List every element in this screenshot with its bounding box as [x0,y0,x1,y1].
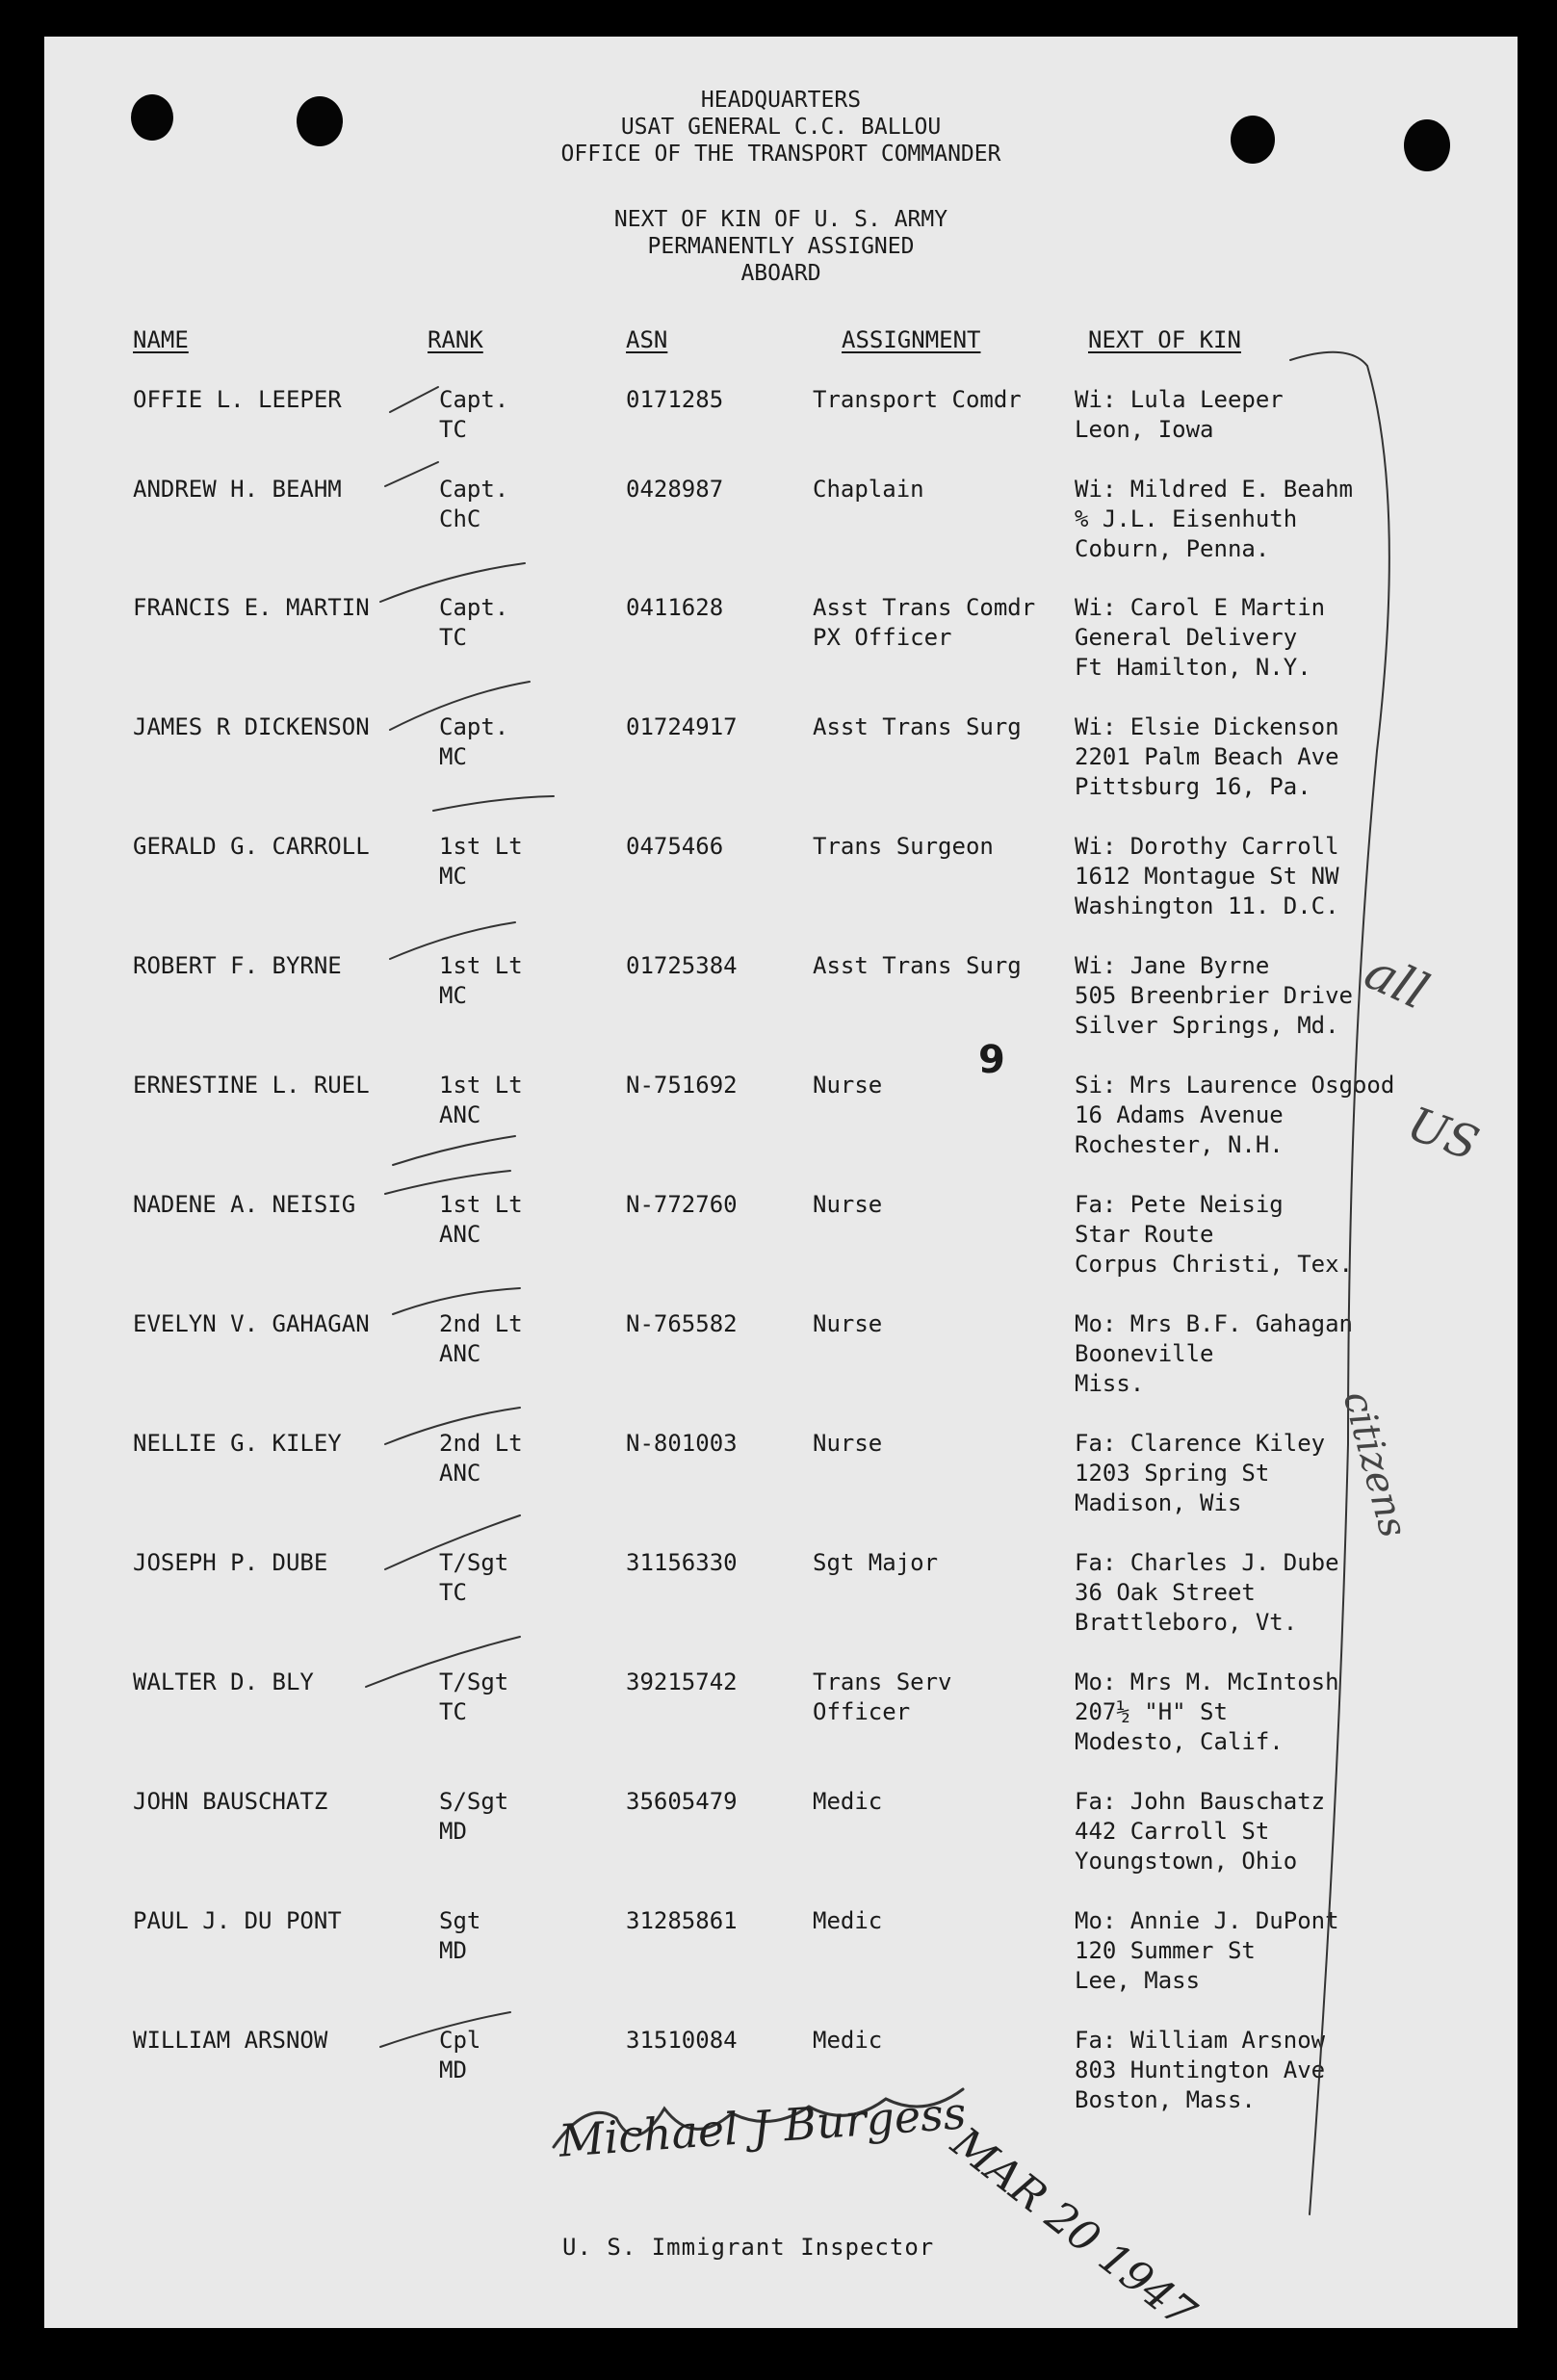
next-of-kin-cell: Wi: Mildred E. Beahm % J.L. Eisenhuth Coburn, Penna. [1075,476,1353,562]
next-of-kin-cell: Wi: Lula Leeper Leon, Iowa [1075,386,1284,443]
rank-cell: 1st Lt ANC [439,1072,523,1128]
name-cell: ROBERT F. BYRNE [133,952,342,979]
page-number-mark: 9 [978,1038,1005,1082]
assignment-cell: Medic [813,1907,883,1934]
rank-cell: Capt. MC [439,713,509,770]
subtitle-line-3: ABOARD [740,261,821,286]
table-row [44,1906,1518,2022]
asn-cell: 31156330 [626,1549,738,1576]
next-of-kin-cell: Wi: Jane Byrne 505 Breenbrier Drive Silver Springs, Md. [1075,952,1353,1039]
next-of-kin-cell: Fa: Pete Neisig Star Route Corpus Christi, Tex. [1075,1191,1353,1278]
rank-cell: Sgt MD [439,1907,481,1964]
rank-cell: S/Sgt MD [439,1788,509,1845]
next-of-kin-cell: Mo: Mrs B.F. Gahagan Booneville Miss. [1075,1310,1353,1397]
date-stamp: MAR 20 1947 [942,2118,1206,2339]
rank-cell: Capt. TC [439,386,509,443]
next-of-kin-cell: Fa: Clarence Kiley 1203 Spring St Madison, Wis [1075,1430,1326,1516]
next-of-kin-cell: Mo: Annie J. DuPont 120 Summer St Lee, Mass [1075,1907,1339,1994]
next-of-kin-cell: Wi: Dorothy Carroll 1612 Montague St NW Washington 11. D.C. [1075,833,1339,919]
column-header-name: NAME [133,326,189,353]
table-row [44,1190,1518,1306]
asn-cell: 0475466 [626,833,724,860]
name-cell: NADENE A. NEISIG [133,1191,356,1218]
column-header-kin: NEXT OF KIN [1088,326,1241,353]
name-cell: EVELYN V. GAHAGAN [133,1310,370,1337]
rank-cell: 2nd Lt ANC [439,1310,523,1367]
asn-cell: 39215742 [626,1669,738,1695]
margin-note-citizens: citizens [1334,1386,1416,1542]
assignment-cell: Asst Trans Comdr PX Officer [813,594,1036,651]
column-header-rank: RANK [428,326,483,353]
rank-cell: 1st Lt MC [439,833,523,890]
rank-cell: 2nd Lt ANC [439,1430,523,1487]
subtitle-line-1: NEXT OF KIN OF U. S. ARMY [613,207,948,232]
next-of-kin-cell: Wi: Carol E Martin General Delivery Ft Hamilton, N.Y. [1075,594,1326,681]
column-header-asn: ASN [626,326,668,353]
assignment-cell: Nurse [813,1191,883,1218]
assignment-cell: Asst Trans Surg [813,713,1022,740]
assignment-cell: Transport Comdr [813,386,1022,413]
assignment-cell: Nurse [813,1310,883,1337]
table-row [44,1787,1518,1902]
assignment-cell: Trans Serv Officer [813,1669,952,1725]
table-row [44,951,1518,1067]
signature: Michael J Burgess [557,2086,968,2167]
document-subtitle [44,206,1518,287]
asn-cell: 01725384 [626,952,738,979]
assignment-cell: Asst Trans Surg [813,952,1022,979]
asn-cell: N-772760 [626,1191,738,1218]
name-cell: WALTER D. BLY [133,1669,314,1695]
name-cell: OFFIE L. LEEPER [133,386,342,413]
table-row [44,832,1518,947]
assignment-cell: Nurse [813,1430,883,1457]
asn-cell: 0428987 [626,476,724,503]
asn-cell: N-801003 [626,1430,738,1457]
name-cell: JAMES R DICKENSON [133,713,370,740]
table-row [44,1429,1518,1544]
next-of-kin-cell: Fa: John Bauschatz 442 Carroll St Youngstown, Ohio [1075,1788,1326,1875]
rank-cell: T/Sgt TC [439,1549,509,1606]
name-cell: GERALD G. CARROLL [133,833,370,860]
rank-cell: 1st Lt ANC [439,1191,523,1248]
column-header-assignment: ASSIGNMENT [842,326,981,353]
name-cell: ANDREW H. BEAHM [133,476,342,503]
table-row [44,475,1518,590]
name-cell: ERNESTINE L. RUEL [133,1072,370,1099]
next-of-kin-cell: Fa: William Arsnow 803 Huntington Ave Boston, Mass. [1075,2027,1326,2113]
assignment-cell: Medic [813,2027,883,2054]
header-line-2: USAT GENERAL C.C. BALLOU [620,115,942,140]
asn-cell: 0171285 [626,386,724,413]
assignment-cell: Medic [813,1788,883,1815]
asn-cell: 31510084 [626,2027,738,2054]
document-header [44,87,1518,168]
rank-cell: Cpl MD [439,2027,481,2083]
name-cell: NELLIE G. KILEY [133,1430,342,1457]
asn-cell: N-765582 [626,1310,738,1337]
document-page [44,37,1518,2328]
table-row [44,1668,1518,1783]
assignment-cell: Sgt Major [813,1549,939,1576]
asn-cell: 01724917 [626,713,738,740]
assignment-cell: Chaplain [813,476,924,503]
name-cell: PAUL J. DU PONT [133,1907,342,1934]
table-row [44,1309,1518,1425]
rank-cell: Capt. TC [439,594,509,651]
rank-cell: 1st Lt MC [439,952,523,1009]
assignment-cell: Nurse [813,1072,883,1099]
asn-cell: 31285861 [626,1907,738,1934]
name-cell: JOSEPH P. DUBE [133,1549,328,1576]
table-row [44,1548,1518,1664]
asn-cell: N-751692 [626,1072,738,1099]
name-cell: FRANCIS E. MARTIN [133,594,370,621]
header-line-1: HEADQUARTERS [700,88,862,113]
table-row [44,712,1518,828]
margin-note-us: US [1400,1097,1486,1172]
next-of-kin-cell: Wi: Elsie Dickenson 2201 Palm Beach Ave Pittsburg 16, Pa. [1075,713,1339,800]
rank-cell: T/Sgt TC [439,1669,509,1725]
rank-cell: Capt. ChC [439,476,509,532]
subtitle-line-2: PERMANENTLY ASSIGNED [647,234,915,259]
margin-note-all: all [1356,943,1437,1022]
asn-cell: 35605479 [626,1788,738,1815]
header-line-3: OFFICE OF THE TRANSPORT COMMANDER [560,142,1001,167]
next-of-kin-cell: Mo: Mrs M. McIntosh 207½ "H" St Modesto, Calif. [1075,1669,1339,1755]
next-of-kin-cell: Fa: Charles J. Dube 36 Oak Street Brattleboro, Vt. [1075,1549,1339,1636]
table-row [44,593,1518,709]
name-cell: WILLIAM ARSNOW [133,2027,328,2054]
name-cell: JOHN BAUSCHATZ [133,1788,328,1815]
inspector-label: U. S. Immigrant Inspector [562,2234,935,2261]
next-of-kin-cell: Si: Mrs Laurence Osgood 16 Adams Avenue Rochester, N.H. [1075,1072,1395,1158]
table-row [44,1071,1518,1186]
assignment-cell: Trans Surgeon [813,833,994,860]
asn-cell: 0411628 [626,594,724,621]
